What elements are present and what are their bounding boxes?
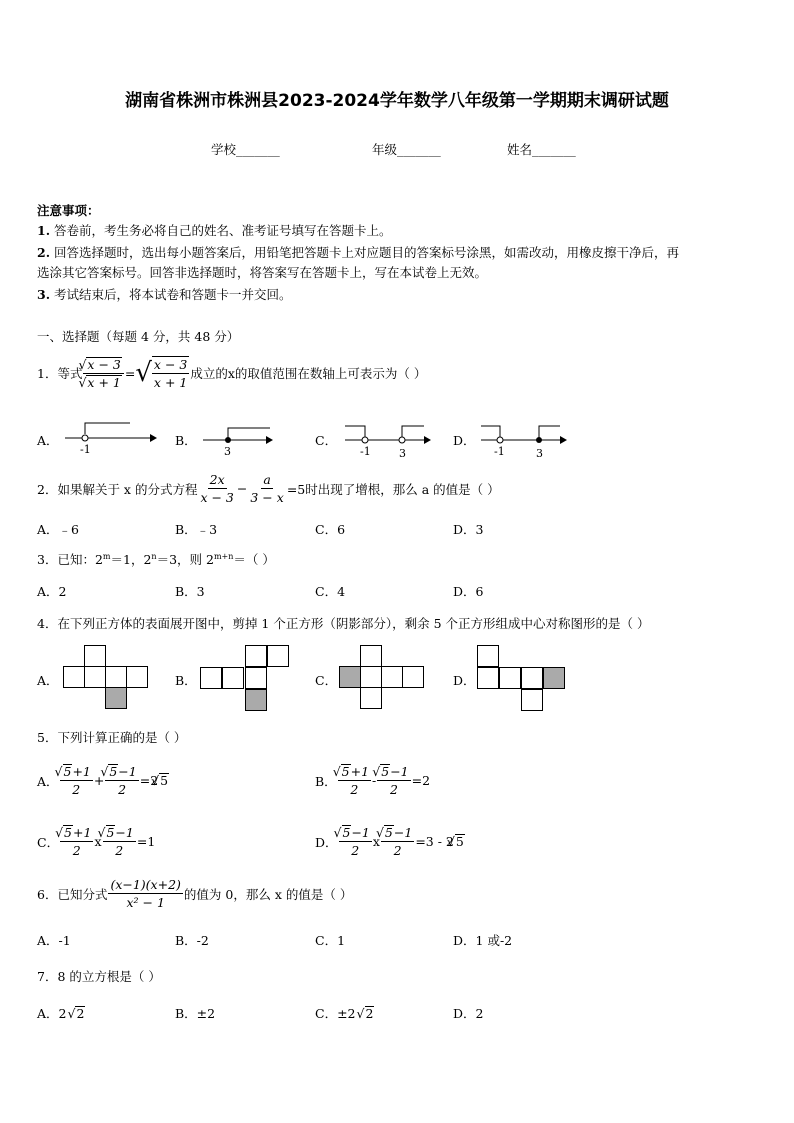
- tick-d1: -1: [494, 445, 505, 458]
- q5-option-a: A． √ $\frac{5+1}{2}$ + √ $\frac{5-1}{2}$ =2 √ 5: [37, 764, 169, 797]
- q4-option-d: D．: [453, 673, 476, 688]
- grade-field: 年级_______: [372, 142, 441, 157]
- net-a: [63, 645, 153, 712]
- question-3: 3．已知：$2^m=1$，$2^n=3$，则 $2^{m+n}=$（ ）: [37, 551, 275, 567]
- q4-option-b: B．: [175, 673, 197, 688]
- q1-option-d: D．: [453, 433, 476, 448]
- question-1: 1．等式 √ x − 3 √ x + 1 = √ $\frac{x - 3}{x + 1}$ 成立的x的取值范围在数轴上可表示为（ ）: [37, 356, 426, 390]
- q2-option-a: A．﹣6: [37, 522, 79, 537]
- tick-c1: -1: [360, 445, 371, 458]
- q7-option-b: B．±2: [175, 1006, 216, 1021]
- number-line-a: [60, 418, 160, 460]
- q6-option-c: C．1: [315, 933, 346, 948]
- q2-option-d: D．3: [453, 522, 484, 537]
- q6-option-a: A．-1: [37, 933, 71, 948]
- number-line-b: [200, 418, 280, 460]
- net-c: [339, 645, 429, 712]
- net-b: [200, 645, 290, 712]
- question-4: 4．在下列正方体的表面展开图中，剪掉 1 个正方形（阴影部分），剩余 5 个正方形组成中心对称图形的是（ ）: [37, 616, 650, 631]
- q2-option-c: C．6: [315, 522, 346, 537]
- tick-d2: 3: [536, 447, 543, 460]
- tick-a: -1: [80, 443, 91, 456]
- page-title: 湖南省株洲市株洲县2023-2024学年数学八年级第一学期期末调研试题: [125, 91, 669, 111]
- notice-item-2: 2. 回答选择题时，选出每小题答案后，用铅笔把答题卡上对应题目的答案标号涂黑，如需改动，用橡皮擦干净后，再: [37, 245, 680, 260]
- q5-option-c: C． √ $\frac{5+1}{2}$ x √ $\frac{5-1}{2}$ =1: [37, 825, 155, 858]
- q7-option-c: C．±2√ 2: [315, 1004, 374, 1022]
- q6-option-b: B．-2: [175, 933, 209, 948]
- section-heading: 一、选择题（每题 4 分，共 48 分）: [37, 329, 240, 344]
- net-d: [477, 645, 567, 712]
- q1-option-c: C．: [315, 433, 338, 448]
- school-field: 学校_______: [211, 142, 280, 157]
- q4-option-c: C．: [315, 673, 338, 688]
- question-7: 7．8 的立方根是（ ）: [37, 969, 161, 984]
- notice-item-2-cont: 选涂其它答案标号。回答非选择题时，将答案写在答题卡上，写在本试卷上无效。: [37, 265, 488, 280]
- notice-heading: 注意事项：: [37, 203, 100, 218]
- q6-option-d: D．1 或-2: [453, 933, 513, 948]
- q3-option-a: A．2: [37, 584, 67, 599]
- q5-option-b: B． √ $\frac{5+1}{2}$ - √ $\frac{5-1}{2}$ =2: [315, 764, 430, 797]
- q1-option-a: A．: [37, 433, 59, 448]
- q7-option-d: D．2: [453, 1006, 484, 1021]
- question-5: 5．下列计算正确的是（ ）: [37, 730, 187, 745]
- notice-item-1: 1. 答卷前，考生务必将自己的姓名、准考证号填写在答题卡上。: [37, 223, 392, 238]
- q4-option-a: A．: [37, 673, 59, 688]
- q5-option-d: D． √ $\frac{5-1}{2}$ x √ $\frac{5-1}{2}$ =3 - 2 √ 5: [315, 825, 465, 858]
- tick-b: 3: [224, 445, 231, 458]
- q3-option-b: B．3: [175, 584, 205, 599]
- q2-option-b: B．﹣3: [175, 522, 218, 537]
- question-2: 2．如果解关于 x 的分式方程 $\frac{2x}{x - 3}$ − $\frac{a}{3 - x}$ =5时出现了增根，那么 a 的值是（ ）: [37, 472, 500, 505]
- q7-option-a: A．2√ 2: [37, 1004, 85, 1022]
- name-field: 姓名_______: [507, 142, 576, 157]
- q1-option-b: B．: [175, 433, 197, 448]
- notice-item-3: 3. 考试结束后，将本试卷和答题卡一并交回。: [37, 287, 292, 302]
- question-6: 6．已知分式 $\frac{(x-1)(x+2)}{\text{x² − 1}}$ 的值为 0，那么 x 的值是（ ）: [37, 877, 353, 910]
- number-line-c: [340, 418, 435, 460]
- tick-c2: 3: [399, 447, 406, 460]
- number-line-d: [478, 418, 573, 460]
- q3-option-d: D．6: [453, 584, 484, 599]
- q3-option-c: C．4: [315, 584, 346, 599]
